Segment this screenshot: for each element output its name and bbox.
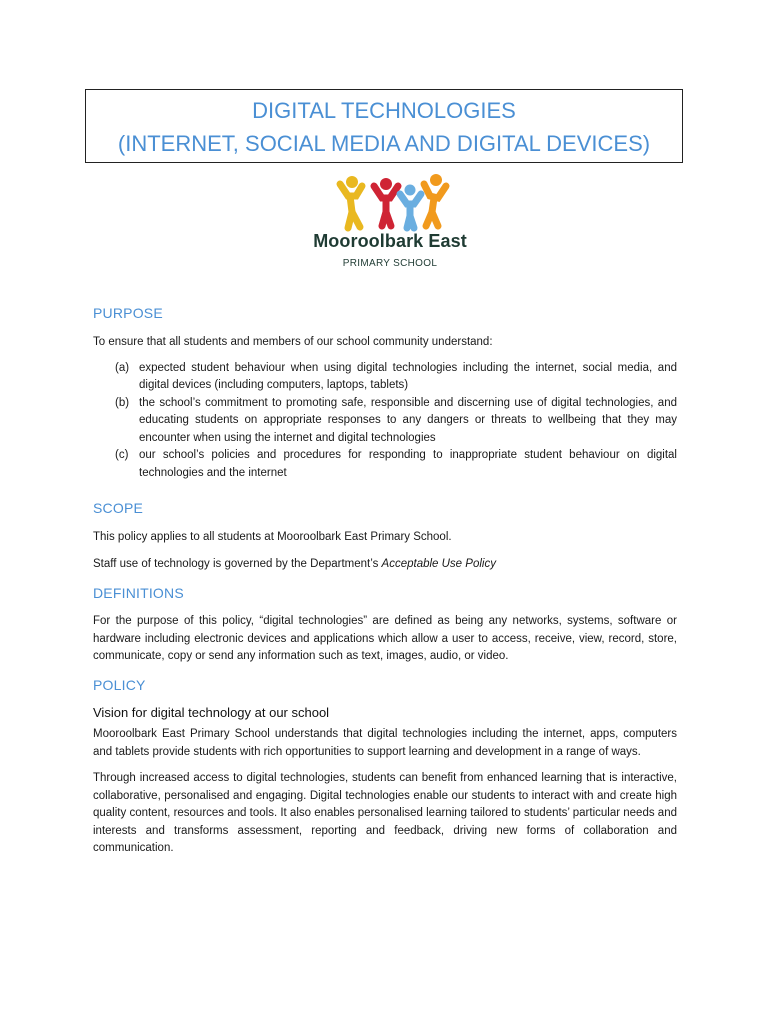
list-marker: (c) [115, 449, 129, 461]
policy-subheading: Vision for digital technology at our school [93, 704, 330, 720]
scope-paragraph-2-text: Staff use of technology is governed by the Department’s [93, 557, 382, 570]
logo-figure-blue [400, 185, 421, 229]
list-marker: (b) [115, 396, 130, 409]
policy-paragraph-1: Mooroolbark East Primary School understands that digital technologies including the internet, apps, computers and tablets provide students with rich opportunities to support learning and development in a range of ways. [93, 728, 677, 758]
list-item-text: expected student behaviour when using digital technologies including the internet, social media, and digital devices (including computers, laptops, tablets) [139, 361, 677, 391]
purpose-heading: PURPOSE [93, 305, 163, 321]
school-logo-subtitle: PRIMARY SCHOOL [342, 258, 438, 269]
purpose-item-b [93, 395, 677, 448]
document-title-box [85, 89, 683, 163]
policy-heading: POLICY [93, 676, 146, 693]
list-item-text: the school’s commitment to promoting safe, responsible and discerning use of digital technologies, and educating students on appropriate responses to any dangers or threats to wellbeing that they may encounter when using the internet and digital technologies [139, 396, 677, 444]
list-marker: (a) [115, 361, 130, 374]
definitions-paragraph: For the purpose of this policy, “digital technologies” are defined as being any networks, systems, software or hardware including electronic devices and applications which allow a user to access, receive, view, record, store, communicate, copy or send any information such as text, images, audio, or video. [93, 615, 677, 662]
purpose-item-c [93, 447, 677, 482]
school-logo-name: Mooroolbark East [313, 231, 467, 251]
scope-paragraph-1: This policy applies to all students at Mooroolbark East Primary School. [93, 531, 452, 543]
scope-paragraph-2 [93, 556, 677, 574]
scope-heading: SCOPE [93, 500, 144, 516]
purpose-list [93, 360, 677, 483]
document-body [93, 305, 677, 858]
list-item-text: our school’s policies and procedures for responding to inappropriate student behaviour on digital technologies and the internet [139, 449, 677, 479]
document-title-line-1: DIGITAL TECHNOLOGIES [252, 98, 516, 123]
purpose-intro: To ensure that all students and members of our school community understand: [93, 336, 493, 348]
logo-figure-red [374, 178, 398, 226]
logo-figure-orange [424, 174, 446, 226]
definitions-heading: DEFINITIONS [93, 585, 184, 601]
logo-figure-yellow [340, 176, 362, 228]
document-title-line-2: (INTERNET, SOCIAL MEDIA AND DIGITAL DEVICES) [117, 131, 651, 156]
policy-paragraph-2: Through increased access to digital technologies, students can benefit from enhanced learning that is interactive, collaborative, personalised and engaging. Digital technologies enable our students to interact with and create high quality content, resources and tools. It also enables personalised learning tailored to students’ particular needs and interests and transforms assessment, reporting and feedback, driving new forms of collaboration and communication. [93, 772, 677, 854]
purpose-item-a [93, 360, 677, 395]
acceptable-use-policy-reference: Acceptable Use Policy [381, 557, 496, 570]
